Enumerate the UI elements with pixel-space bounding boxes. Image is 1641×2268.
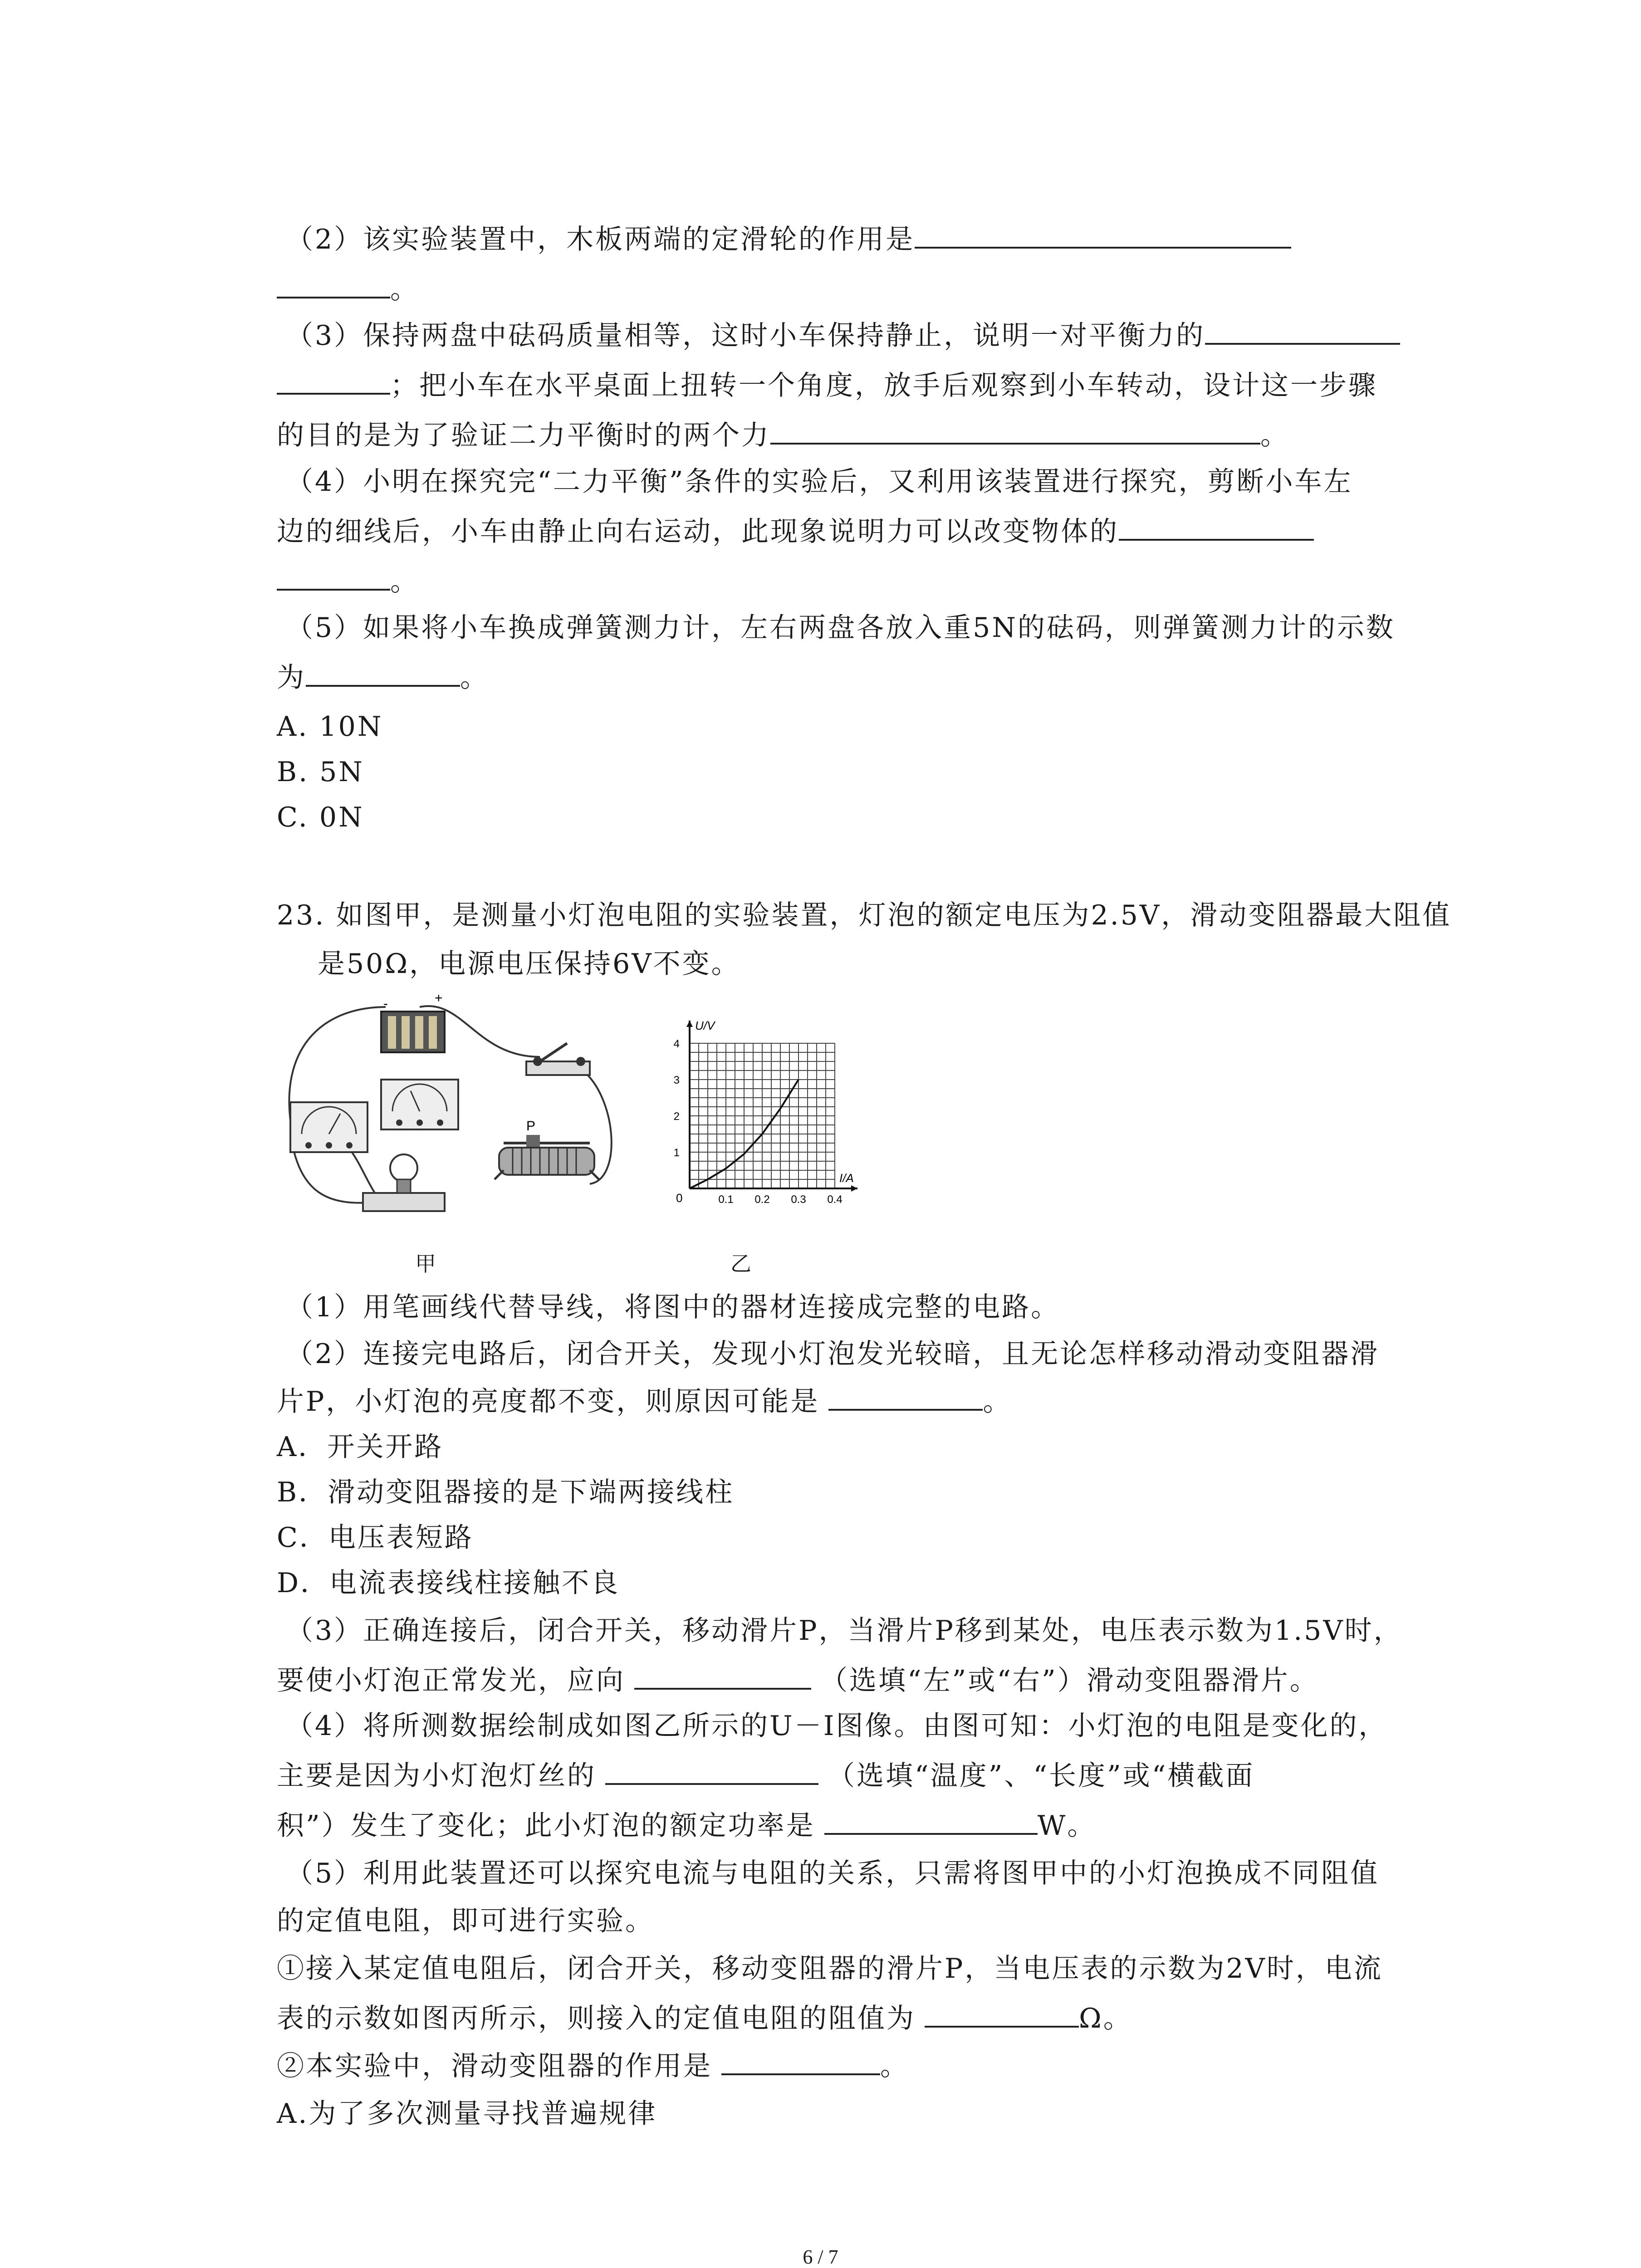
answer-blank[interactable] xyxy=(828,1382,983,1411)
question-number: 23. xyxy=(277,899,326,931)
chart-axes xyxy=(686,1019,857,1192)
battery-icon xyxy=(381,991,445,1052)
rheostat-icon xyxy=(495,1119,599,1179)
q22-part4-line2: 边的细线后，小车由静止向右运动，此现象说明力可以改变物体的 xyxy=(277,509,1314,554)
svg-text:P: P xyxy=(526,1119,536,1134)
answer-blank[interactable] xyxy=(1205,316,1400,345)
y-tick-label: 3 xyxy=(673,1074,680,1086)
q23-sub1-line1: ①接入某定值电阻后，闭合开关，移动变阻器的滑片P，当电压表的示数为2V时，电流 xyxy=(277,1953,1383,1984)
x-tick-label: 0.2 xyxy=(754,1193,770,1206)
y-tick-label: 2 xyxy=(673,1110,680,1123)
q22-part4-line1: （4）小明在探究完“二力平衡”条件的实验后，又利用该装置进行探究，剪断小车左 xyxy=(286,466,1353,498)
q23-option-a: A．开关开路 xyxy=(277,1431,444,1463)
q23-sub2-option-a: A.为了多次测量寻找普遍规律 xyxy=(277,2098,657,2130)
page-number: 6 / 7 xyxy=(803,2246,838,2268)
q22-part2-line1: （2）该实验装置中，木板两端的定滑轮的作用是 xyxy=(286,217,1291,262)
q23-part3-line1: （3）正确连接后，闭合开关，移动滑片P，当滑片P移到某处，电压表示数为1.5V时， xyxy=(286,1615,1403,1647)
y-axis-arrow xyxy=(686,1021,693,1027)
answer-blank[interactable] xyxy=(925,1999,1079,2028)
y-axis-label: U/V xyxy=(695,1019,715,1032)
svg-text:-: - xyxy=(383,996,388,1011)
u-i-chart xyxy=(653,989,880,1234)
answer-blank[interactable] xyxy=(277,366,390,395)
q22-part5-line2: 为 。 xyxy=(277,655,489,700)
light-bulb-icon xyxy=(363,1154,445,1211)
x-tick-label: 0.4 xyxy=(827,1193,843,1206)
q23-sub2: ②本实验中，滑动变阻器的作用是 。 xyxy=(277,2043,909,2089)
svg-text:+: + xyxy=(435,991,443,1006)
q23-part5-line2: 的定值电阻，即可进行实验。 xyxy=(277,1905,654,1937)
q23-part5-line1: （5）利用此装置还可以探究电流与电阻的关系，只需将图甲中的小灯泡换成不同阻值 xyxy=(286,1857,1380,1889)
answer-blank[interactable] xyxy=(1119,512,1314,541)
q23-part3-line2: 要使小灯泡正常发光，应向 （选填“左”或“右”）滑动变阻器滑片。 xyxy=(277,1658,1319,1703)
q22-option-a: A. 10N xyxy=(277,711,383,743)
q23-part1: （1）用笔画线代替导线，将图中的器材连接成完整的电路。 xyxy=(286,1291,1060,1323)
x-tick-label: 0.3 xyxy=(791,1193,806,1206)
answer-blank[interactable] xyxy=(770,415,1260,445)
x-axis-arrow xyxy=(851,1185,857,1192)
q22-part3-line1: （3）保持两盘中砝码质量相等，这时小车保持静止，说明一对平衡力的 xyxy=(286,313,1400,358)
q23-part4-line3: 积”）发生了变化；此小灯泡的额定功率是 W。 xyxy=(277,1803,1096,1848)
q22-part3-line3: 的目的是为了验证二力平衡时的两个力 。 xyxy=(277,413,1289,458)
q22-part2-line2: 。 xyxy=(277,267,419,312)
answer-blank[interactable] xyxy=(605,1756,818,1785)
q23-intro-line2: 是50Ω，电源电压保持6V不变。 xyxy=(318,948,740,980)
switch-icon xyxy=(526,1043,590,1075)
answer-blank[interactable] xyxy=(915,220,1291,249)
chart-grid xyxy=(690,1043,835,1188)
q23-intro-line1: 23. 如图甲，是测量小灯泡电阻的实验装置，灯泡的额定电压为2.5V，滑动变阻器最大阻值 xyxy=(277,899,1452,931)
answer-blank[interactable] xyxy=(277,269,390,298)
x-axis-label: I/A xyxy=(839,1171,854,1185)
q22-option-b: B. 5N xyxy=(277,756,364,788)
origin-label: 0 xyxy=(676,1191,683,1205)
q23-option-d: D．电流表接线柱接触不良 xyxy=(277,1567,620,1599)
q22-part3-line2: ；把小车在水平桌面上扭转一个角度，放手后观察到小车转动，设计这一步骤 xyxy=(277,363,1377,408)
x-tick-label: 0.1 xyxy=(718,1193,734,1206)
circuit-apparatus-figure xyxy=(272,989,658,1234)
q23-part2-line2: 片P，小灯泡的亮度都不变，则原因可能是 。 xyxy=(277,1379,1012,1424)
y-tick-label: 4 xyxy=(673,1038,680,1050)
answer-blank[interactable] xyxy=(721,2046,880,2075)
q23-part4-line1: （4）将所测数据绘制成如图乙所示的U－I图像。由图可知：小灯泡的电阻是变化的， xyxy=(286,1710,1388,1742)
answer-blank[interactable] xyxy=(306,658,460,687)
q22-part5-line1: （5）如果将小车换成弹簧测力计，左右两盘各放入重5N的砝码，则弹簧测力计的示数 xyxy=(286,612,1395,644)
answer-blank[interactable] xyxy=(277,562,390,591)
ammeter-icon xyxy=(290,1102,367,1152)
q23-part2-line1: （2）连接完电路后，闭合开关，发现小灯泡发光较暗，且无论怎样移动滑动变阻器滑 xyxy=(286,1338,1380,1370)
q22-option-c: C. 0N xyxy=(277,802,364,833)
voltmeter-icon xyxy=(381,1080,458,1129)
q23-sub1-line2: 表的示数如图丙所示，则接入的定值电阻的阻值为 Ω。 xyxy=(277,1996,1132,2041)
figure-caption-yi: 乙 xyxy=(730,1251,751,1276)
q22-part4-line3: 。 xyxy=(277,559,419,604)
answer-blank[interactable] xyxy=(634,1661,811,1690)
figure-caption-jia: 甲 xyxy=(415,1251,436,1276)
q23-option-b: B．滑动变阻器接的是下端两接线柱 xyxy=(277,1476,735,1508)
q23-option-c: C．电压表短路 xyxy=(277,1522,474,1554)
y-tick-label: 1 xyxy=(673,1147,680,1159)
answer-blank[interactable] xyxy=(824,1806,1038,1835)
q23-part4-line2: 主要是因为小灯泡灯丝的 （选填“温度”、“长度”或“横截面 xyxy=(277,1753,1254,1799)
